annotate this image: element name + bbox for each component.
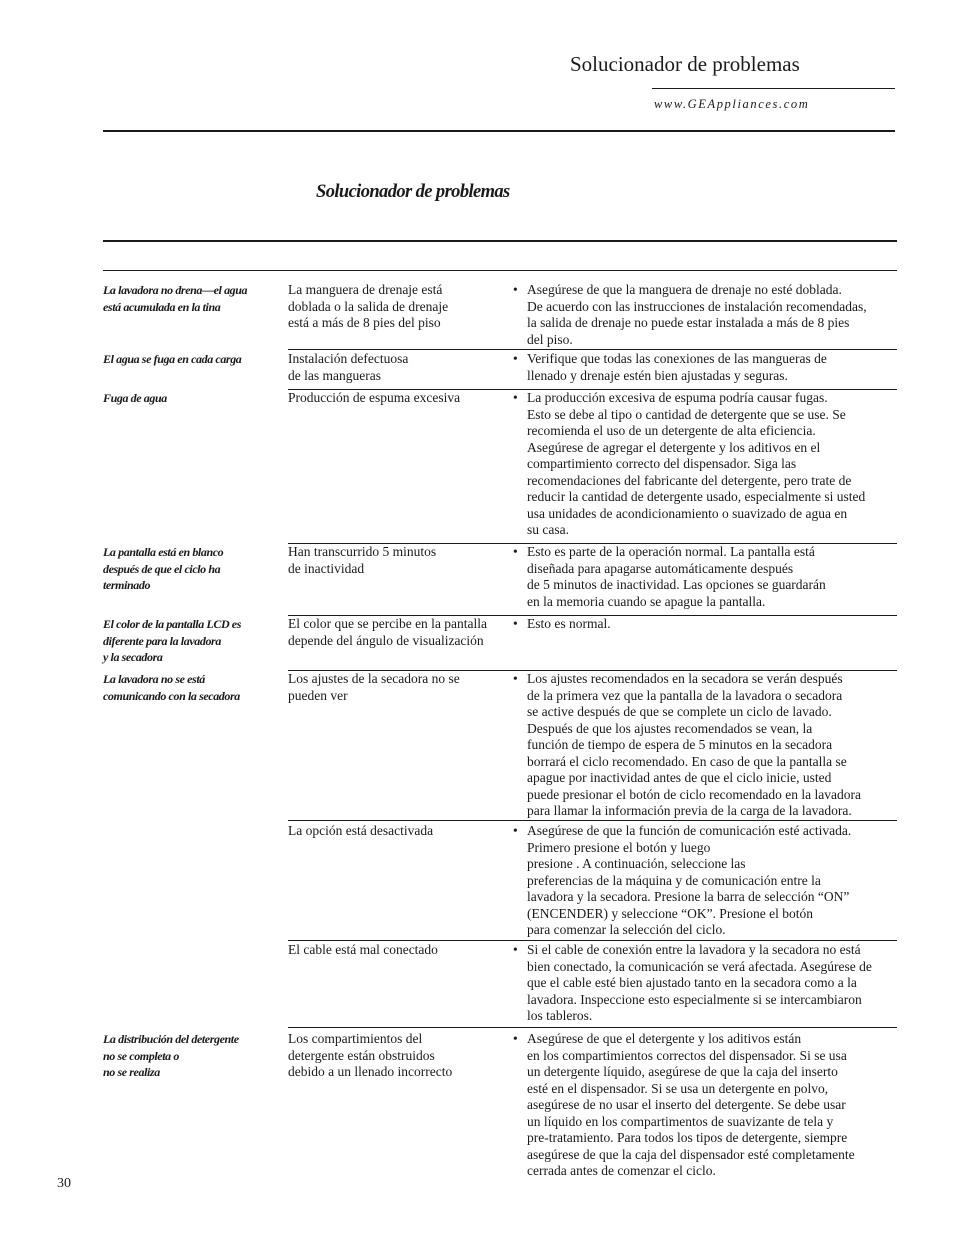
table-top-divider xyxy=(103,270,897,271)
cause-solution-pair xyxy=(288,390,897,544)
problem-line: La distribución del detergente xyxy=(103,1032,239,1046)
solution-line: asegúrese de no usar el inserto del detergente. Se debe usar xyxy=(527,1097,846,1112)
solution-line: en la memoria cuando se apague la pantalla. xyxy=(527,593,766,609)
cause-line: pueden ver xyxy=(288,687,348,703)
solution-line: en los compartimientos correctos del dispensador. Si se usa xyxy=(527,1047,847,1063)
solution-line: esté en el dispensador. Si se usa un detergente en polvo, xyxy=(527,1080,829,1096)
row-divider xyxy=(288,349,897,350)
bullet-icon: • xyxy=(513,351,518,366)
solution-line: compartimiento correcto del dispensador. Siga las xyxy=(527,456,797,471)
problem-cell xyxy=(103,351,279,368)
solution-line: recomendaciones del fabricante del detergente, pero trate de xyxy=(527,472,852,488)
solution-cell xyxy=(513,671,897,820)
solution-line: Esto es normal. xyxy=(527,616,611,631)
header-url[interactable]: www.GEAppliances.com xyxy=(654,97,810,111)
solution-cell xyxy=(513,616,897,633)
bullet-icon: • xyxy=(513,544,518,559)
cause-cell xyxy=(288,823,510,840)
problem-line: La lavadora no se está xyxy=(103,672,205,686)
solution-line: Asegúrese de agregar el detergente y los aditivos en el xyxy=(527,439,821,455)
solution-line: Los ajustes recomendados en la secadora se verán después xyxy=(527,671,843,686)
header-rule xyxy=(652,88,895,89)
cause-cell xyxy=(288,1031,510,1081)
cause-line: depende del ángulo de visualización xyxy=(288,632,484,648)
cause-line: detergente están obstruidos xyxy=(288,1047,435,1063)
problem-line: diferente para la lavadora xyxy=(103,633,221,648)
bullet-icon: • xyxy=(513,390,518,405)
solution-line: lavadora. Inspeccione esto especialmente si se intercambiaron xyxy=(527,991,862,1007)
solution-line: Si el cable de conexión entre la lavadora y la secadora no está xyxy=(527,942,861,957)
solution-line: Esto se debe al tipo o cantidad de detergente que se use. Se xyxy=(527,406,846,422)
cause-cell xyxy=(288,282,510,332)
solution-line: del piso. xyxy=(527,331,573,347)
solution-line: cerrada antes de comenzar el ciclo. xyxy=(527,1163,716,1178)
solution-line: La producción excesiva de espuma podría causar fugas. xyxy=(527,390,828,405)
solution-line: Asegúrese de que el detergente y los aditivos están xyxy=(527,1031,802,1046)
solution-line: diseñada para apagarse automáticamente después xyxy=(527,560,794,576)
cause-solution-pair xyxy=(288,823,897,941)
solution-line: la salida de drenaje no puede estar instalada a más de 8 pies xyxy=(527,315,850,330)
cause-solution-pair xyxy=(288,616,897,671)
row-divider xyxy=(288,820,897,821)
cause-solution-pair xyxy=(288,351,897,390)
solution-cell xyxy=(513,351,897,384)
section-title: Solucionador de problemas xyxy=(316,182,510,202)
solution-line: Asegúrese de que la función de comunicación esté activada. xyxy=(527,823,852,838)
bullet-icon: • xyxy=(513,1031,518,1046)
cause-cell xyxy=(288,544,510,577)
solution-line: de la primera vez que la pantalla de la lavadora o secadora xyxy=(527,687,843,703)
problem-cell xyxy=(103,1031,279,1081)
solution-line: pre-tratamiento. Para todos los tipos de detergente, siempre xyxy=(527,1130,848,1145)
cause-solution-pair xyxy=(288,544,897,616)
cause-cell xyxy=(288,671,510,704)
cause-solution-pair xyxy=(288,282,897,350)
problem-line: terminado xyxy=(103,578,151,592)
problem-line: comunicando con la secadora xyxy=(103,688,240,703)
header-title: Solucionador de problemas xyxy=(570,52,800,76)
problem-line: no se realiza xyxy=(103,1065,160,1079)
problem-cell xyxy=(103,282,279,315)
cause-line: Producción de espuma excesiva xyxy=(288,390,461,405)
solution-cell xyxy=(513,390,897,539)
solution-line: Después de que los ajustes recomendados se vean, la xyxy=(527,720,813,736)
solution-cell xyxy=(513,1031,897,1180)
cause-solution-pair xyxy=(288,1031,897,1181)
problem-line: y la secadora xyxy=(103,650,163,664)
solution-line: bien conectado, la comunicación se verá afectada. Asegúrese de xyxy=(527,958,872,974)
bullet-icon: • xyxy=(513,671,518,686)
solution-line: un detergente líquido, asegúrese de que la caja del inserto xyxy=(527,1064,838,1079)
cause-line: Los ajustes de la secadora no se xyxy=(288,671,460,686)
problem-cell xyxy=(103,544,279,594)
bullet-icon: • xyxy=(513,616,518,631)
solution-line: los tableros. xyxy=(527,1008,593,1023)
solution-line: Verifique que todas las conexiones de las mangueras de xyxy=(527,351,827,366)
solution-line: que el cable esté bien ajustado tanto en la secadora como a la xyxy=(527,975,857,990)
cause-cell xyxy=(288,616,510,649)
cause-cell xyxy=(288,351,510,384)
solution-cell xyxy=(513,544,897,610)
solution-line: su casa. xyxy=(527,522,569,537)
cause-line: El color que se percibe en la pantalla xyxy=(288,616,488,631)
row-divider xyxy=(288,940,897,941)
top-divider xyxy=(103,130,895,132)
bullet-icon: • xyxy=(513,282,518,297)
solution-line: Esto es parte de la operación normal. La pantalla está xyxy=(527,544,815,559)
cause-line: La opción está desactivada xyxy=(288,823,434,838)
cause-line: La manguera de drenaje está xyxy=(288,282,443,297)
cause-line: de las mangueras xyxy=(288,367,381,383)
solution-line: recomienda el uso de un detergente de alta eficiencia. xyxy=(527,423,816,438)
problem-line: La lavadora no drena—el agua xyxy=(103,283,248,297)
problem-line: El agua se fuga en cada carga xyxy=(103,352,242,366)
solution-line: Asegúrese de que la manguera de drenaje no esté doblada. xyxy=(527,282,842,297)
problem-line: El color de la pantalla LCD es xyxy=(103,617,242,631)
cause-cell xyxy=(288,942,510,959)
problem-line: después de que el ciclo ha xyxy=(103,561,221,576)
solution-line: para llamar la información previa de la carga de la lavadora. xyxy=(527,803,852,818)
solution-line: llenado y drenaje estén bien ajustadas y seguras. xyxy=(527,367,788,383)
solution-line: función de tiempo de espera de 5 minutos en la secadora xyxy=(527,737,833,752)
solution-cell xyxy=(513,823,897,939)
solution-line: puede presionar el botón de ciclo recomendado en la lavadora xyxy=(527,786,861,802)
cause-line: El cable está mal conectado xyxy=(288,942,438,957)
solution-line: usa unidades de acondicionamiento o suavizado de agua en xyxy=(527,505,848,521)
problem-cell xyxy=(103,671,279,704)
solution-cell xyxy=(513,282,897,348)
cause-line: Los compartimientos del xyxy=(288,1031,423,1046)
bullet-icon: • xyxy=(513,942,518,957)
cause-line: Han transcurrido 5 minutos xyxy=(288,544,437,559)
solution-line: De acuerdo con las instrucciones de instalación recomendadas, xyxy=(527,298,867,314)
problem-line: no se completa o xyxy=(103,1048,179,1063)
problem-line: Fuga de agua xyxy=(103,391,167,405)
cause-line: de inactividad xyxy=(288,560,365,576)
cause-line: debido a un llenado incorrecto xyxy=(288,1064,453,1079)
solution-line: presione . A continuación, seleccione las xyxy=(527,856,746,871)
solution-line: lavadora y la secadora. Presione la barra de selección “ON” xyxy=(527,889,850,904)
solution-line: apague por inactividad antes de que el ciclo inicie, usted xyxy=(527,770,832,785)
problem-cell xyxy=(103,390,279,407)
problem-line: está acumulada en la tina xyxy=(103,299,221,314)
page-number: 30 xyxy=(57,1176,71,1191)
solution-line: preferencias de la máquina y de comunicación entre la xyxy=(527,872,821,888)
cause-line: doblada o la salida de drenaje xyxy=(288,298,449,314)
solution-line: borrará el ciclo recomendado. En caso de que la pantalla se xyxy=(527,753,847,769)
solution-line: Primero presione el botón y luego xyxy=(527,839,711,855)
cause-solution-pair xyxy=(288,671,897,821)
problem-cell xyxy=(103,616,279,666)
solution-line: de 5 minutos de inactividad. Las opciones se guardarán xyxy=(527,577,826,592)
row-divider xyxy=(288,1027,897,1028)
solution-line: asegúrese de que la caja del dispensador esté completamente xyxy=(527,1146,855,1162)
problem-line: La pantalla está en blanco xyxy=(103,545,224,559)
cause-line: Instalación defectuosa xyxy=(288,351,409,366)
solution-line: reducir la cantidad de detergente usado, especialmente si usted xyxy=(527,489,866,504)
cause-solution-pair xyxy=(288,942,897,1028)
section-divider xyxy=(103,240,897,242)
solution-line: se active después de que se complete un ciclo de lavado. xyxy=(527,704,832,719)
solution-line: para comenzar la selección del ciclo. xyxy=(527,922,726,937)
bullet-icon: • xyxy=(513,823,518,838)
solution-cell xyxy=(513,942,897,1025)
solution-line: un líquido en los compartimentos de suavizante de tela y xyxy=(527,1113,834,1129)
cause-cell xyxy=(288,390,510,407)
solution-line: (ENCENDER) y seleccione “OK”. Presione el botón xyxy=(527,905,814,921)
cause-line: está a más de 8 pies del piso xyxy=(288,315,441,330)
